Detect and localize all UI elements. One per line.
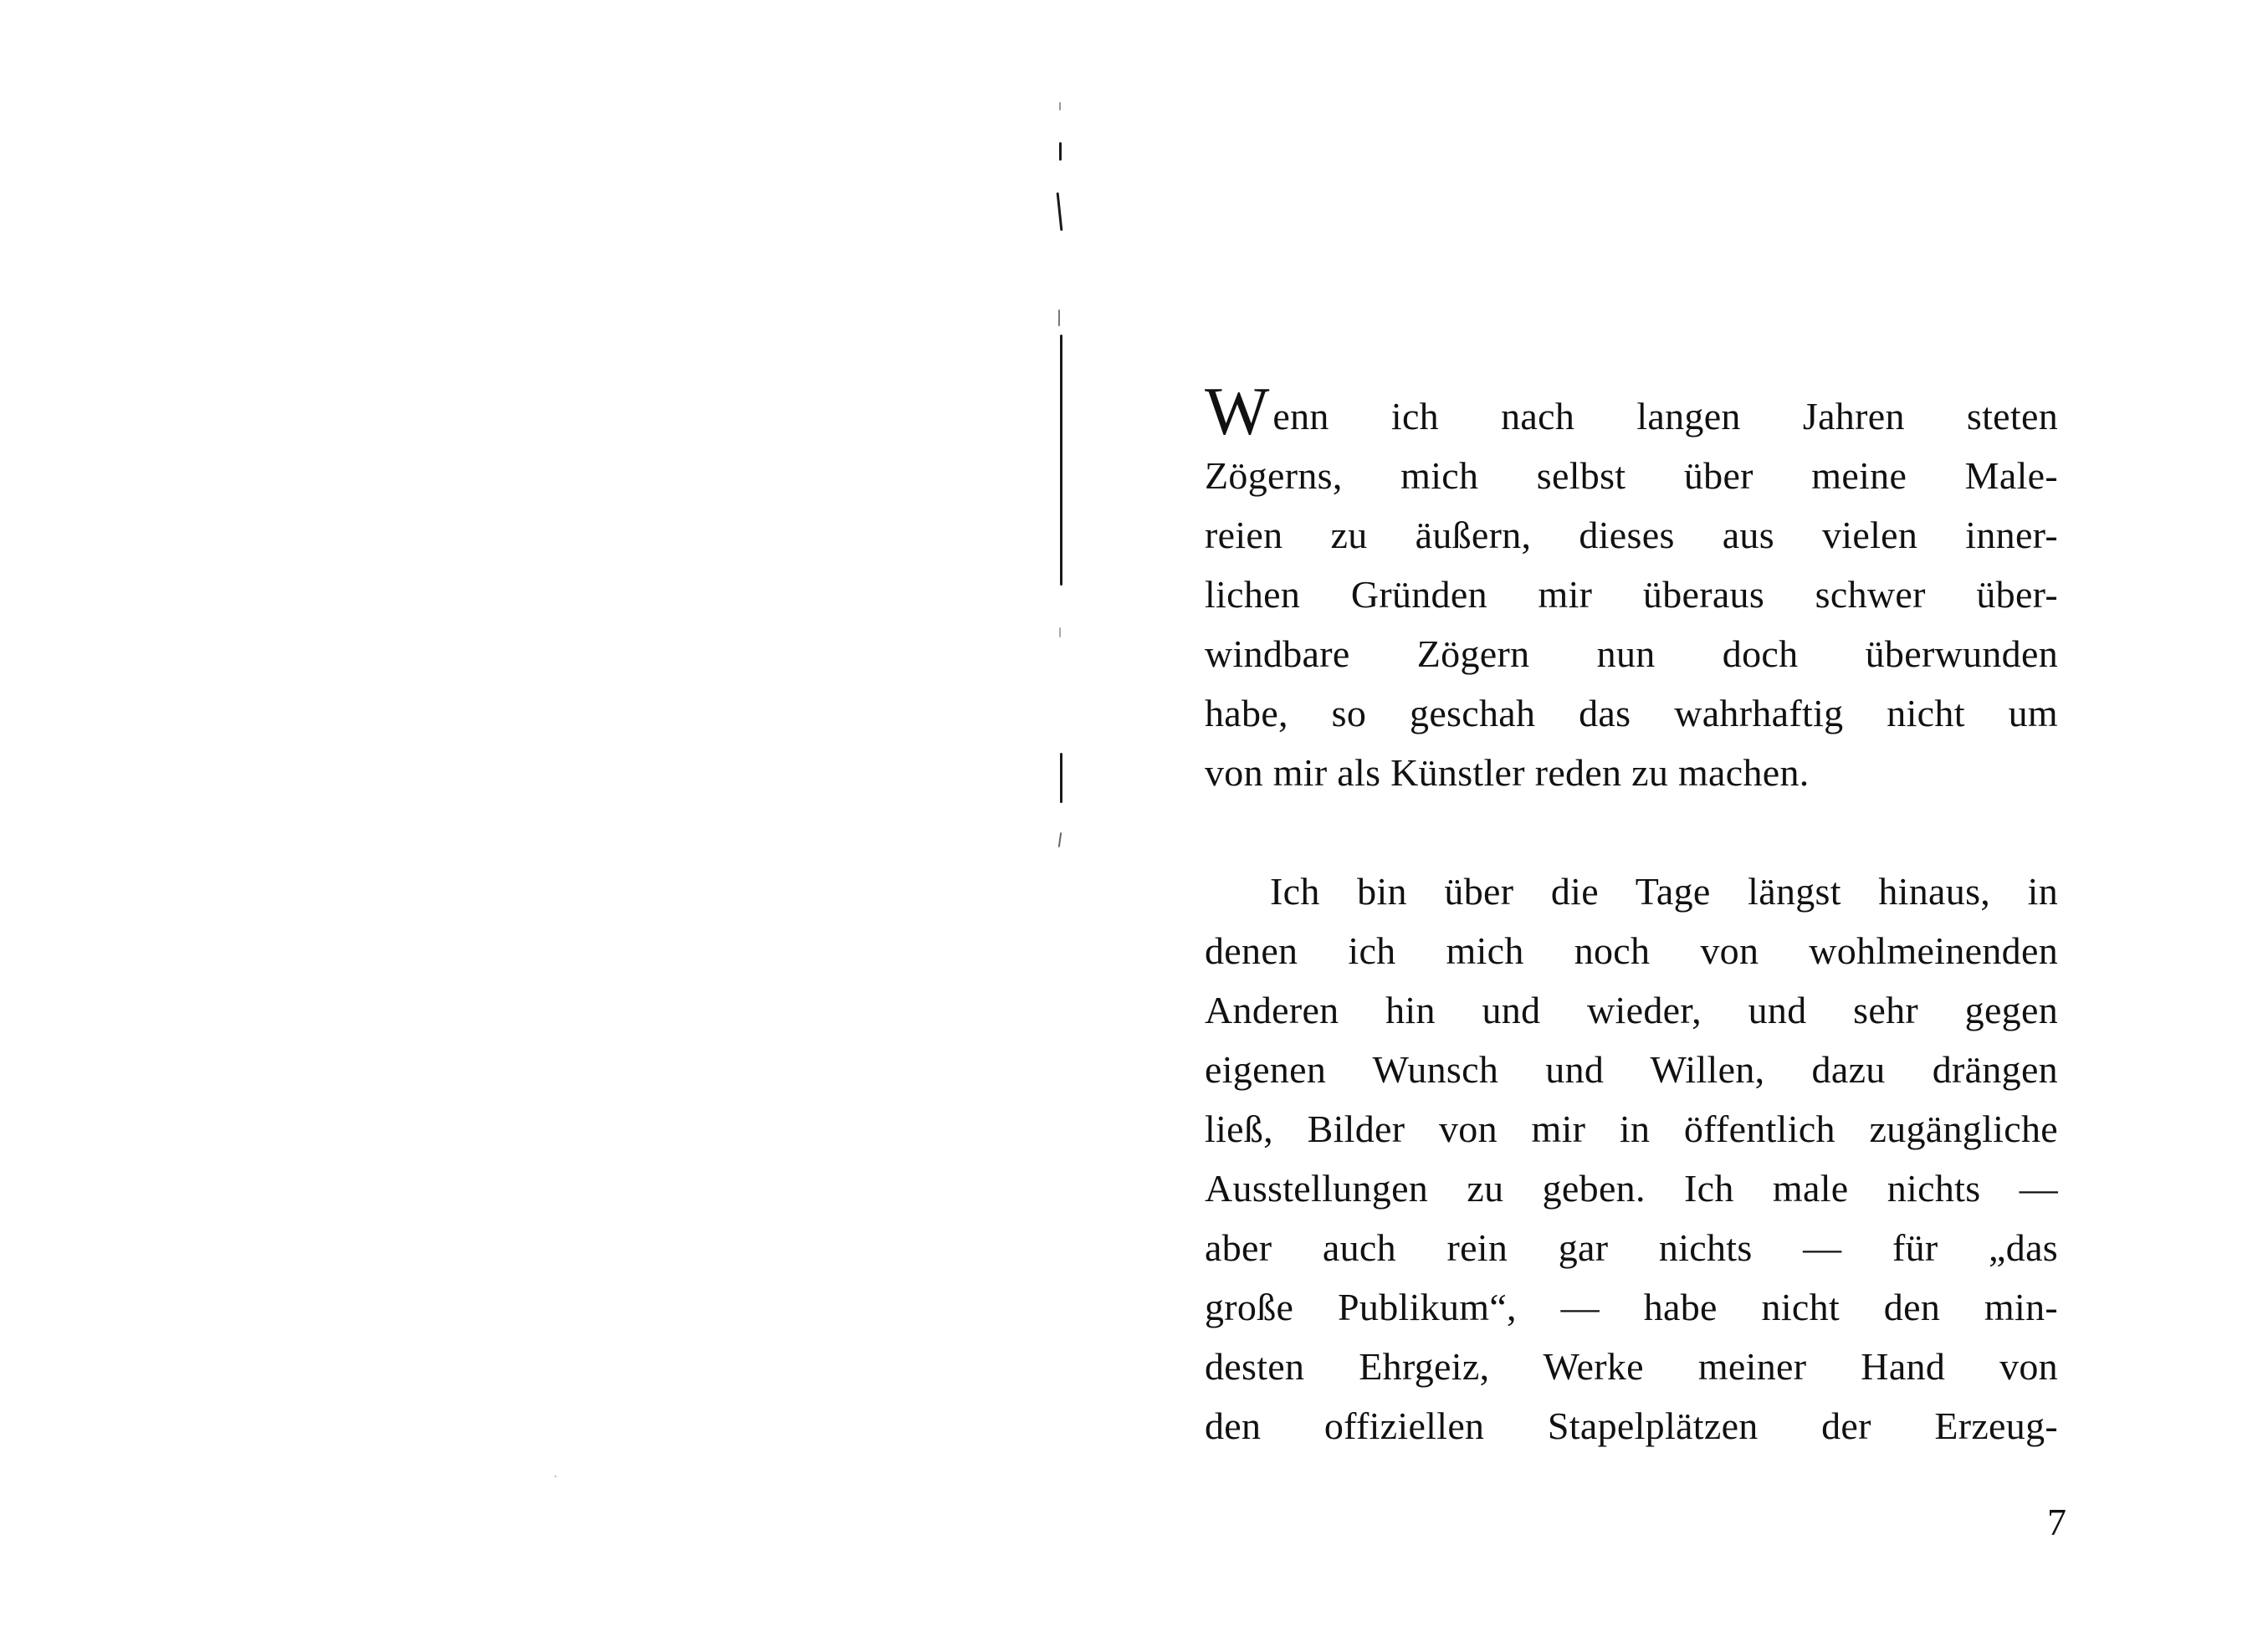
paragraph-2-line: ließ, Bilder von mir in öffentlich zugängliche xyxy=(1205,1108,2058,1150)
paragraph-2-line: große Publikum“, — habe nicht den min- xyxy=(1205,1286,2058,1328)
page-number: 7 xyxy=(2047,1501,2066,1543)
paragraph-2-line: den offiziellen Stapelplätzen der Erzeug- xyxy=(1205,1404,2058,1447)
paragraph-2-line: eigenen Wunsch und Willen, dazu drängen xyxy=(1205,1048,2058,1091)
paragraph-1-line: Zögerns, mich selbst über meine Male- xyxy=(1205,454,2058,497)
page-gutter xyxy=(1056,92,1066,862)
line-text: enn ich nach langen Jahren steten xyxy=(1272,395,2058,437)
paragraph-1-line: von mir als Künstler reden zu machen. xyxy=(1205,751,1810,794)
gutter-mark xyxy=(1059,142,1062,161)
paragraph-gap xyxy=(1205,802,2058,862)
paragraph-1-line: reien zu äußern, dieses aus vielen inner- xyxy=(1205,514,2058,556)
paragraph-1-line: windbare Zögern nun doch überwunden xyxy=(1205,632,2058,675)
drop-cap: W xyxy=(1205,373,1270,449)
gutter-mark xyxy=(1058,832,1062,847)
gutter-mark xyxy=(1058,310,1060,326)
gutter-mark xyxy=(1059,627,1061,637)
paragraph-1-line-1 xyxy=(1205,373,2058,449)
gutter-mark xyxy=(1060,753,1062,803)
paragraph-1-line: habe, so geschah das wahrhaftig nicht um xyxy=(1205,692,2058,734)
paragraph-2-line: Ich bin über die Tage längst hinaus, in xyxy=(1270,870,2058,913)
paragraph-1-line: lichen Gründen mir überaus schwer über- xyxy=(1205,573,2058,616)
paper-speck xyxy=(555,1476,556,1477)
gutter-mark xyxy=(1057,192,1063,231)
gutter-mark xyxy=(1060,335,1062,586)
paragraph-2-line: denen ich mich noch von wohlmeinenden xyxy=(1205,929,2058,972)
paragraph-2-line: Anderen hin und wieder, und sehr gegen xyxy=(1205,989,2058,1031)
paragraph-2-line: Ausstellungen zu geben. Ich male nichts — xyxy=(1205,1167,2058,1210)
paragraph-2-line: aber auch rein gar nichts — für „das xyxy=(1205,1226,2058,1269)
paragraph-2-line: desten Ehrgeiz, Werke meiner Hand von xyxy=(1205,1345,2058,1388)
gutter-mark xyxy=(1059,102,1061,110)
body-text xyxy=(1205,373,2058,1455)
